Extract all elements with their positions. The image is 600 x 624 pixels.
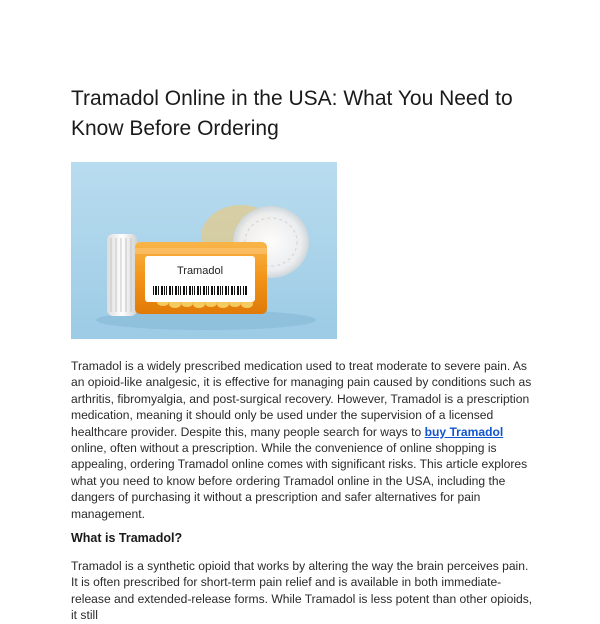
section-heading-what-is-tramadol: What is Tramadol? [71, 531, 183, 545]
intro-paragraph [71, 358, 533, 522]
intro-text-after-link: online, often without a prescription. While the convenience of online shopping is appealing, ordering Tramadol online comes with significant risks. This article explores what you need to know before ordering Tramadol online in the USA, including the dangers of purchasing it without a prescription and safer alternatives for pain management. [71, 441, 528, 521]
article-image [71, 162, 337, 339]
buy-tramadol-link[interactable]: buy Tramadol [424, 424, 504, 439]
pill-bottle-illustration [71, 162, 337, 339]
bottle-label [145, 256, 255, 302]
article-title: Tramadol Online in the USA: What You Need to Know Before Ordering [71, 87, 513, 140]
intro-text-before-link: Tramadol is a widely prescribed medication used to treat moderate to severe pain. As an opioid-like analgesic, it is effective for managing pain caused by conditions such as arthritis, fibromyalgia, and post-surgical recovery. However, Tramadol is a prescription medication, meaning it should only be used under the supervision of a licensed healthcare provider. Despite this, many people search for ways to [71, 359, 532, 439]
section-paragraph: Tramadol is a synthetic opioid that works by altering the way the brain perceives pain. It is often prescribed for short-term pain relief and is available in both immediate-release and extended-release forms. While Tramadol is less potent than other opioids, it still [71, 559, 533, 623]
bottle-label-text: Tramadol [176, 265, 224, 277]
